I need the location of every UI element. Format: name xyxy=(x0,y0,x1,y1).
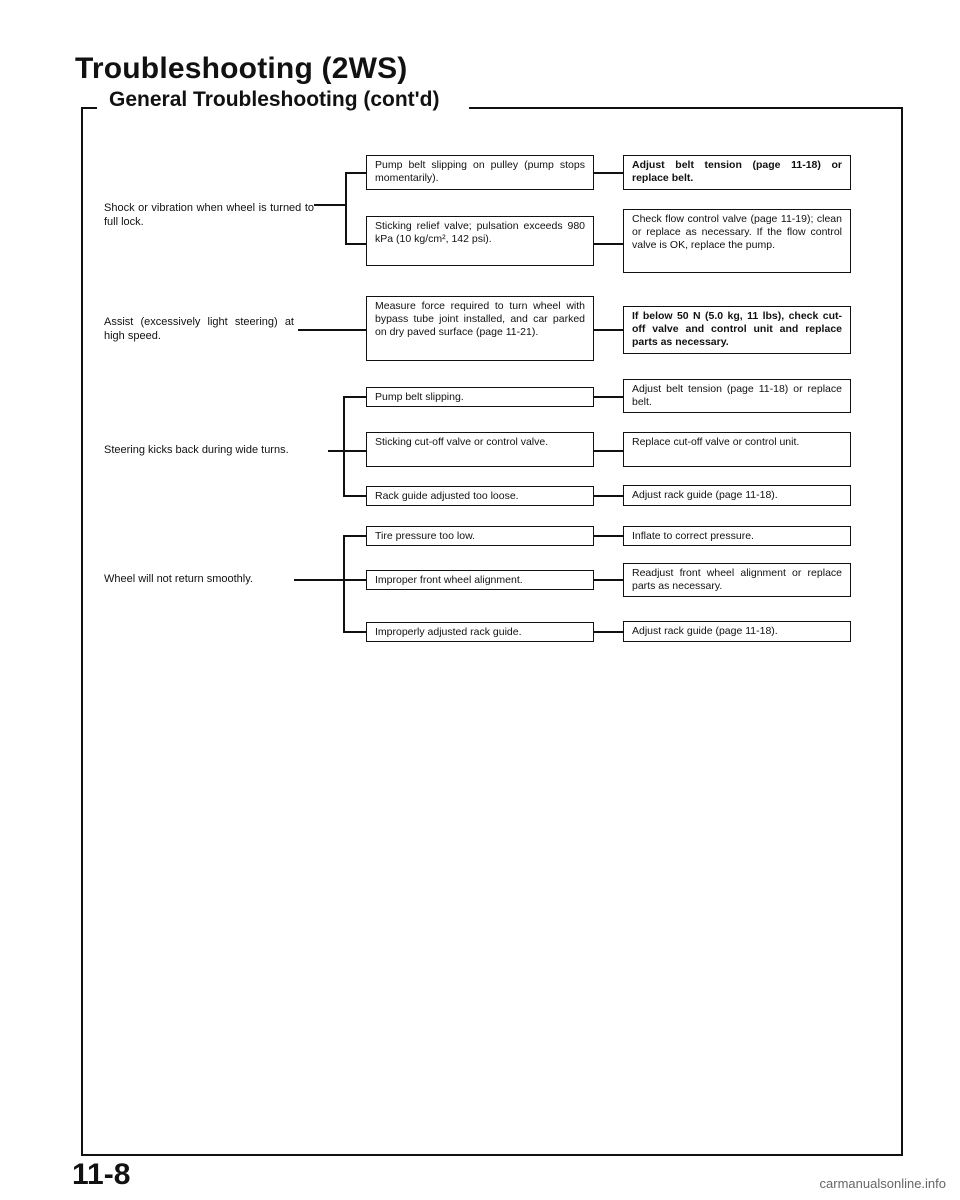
frame-top-right xyxy=(469,107,903,109)
symptom-kicks-back: Steering kicks back during wide turns. xyxy=(104,444,289,456)
symptom-assist: Assist (excessively light steering) at high speed. xyxy=(104,316,294,342)
remedy-box: Adjust belt tension (page 11-18) or replace belt. xyxy=(623,379,851,413)
connector-line xyxy=(594,579,623,581)
remedy-box: Readjust front wheel alignment or replace parts as necessary. xyxy=(623,563,851,597)
connector-line xyxy=(343,579,366,581)
cause-box: Measure force required to turn wheel with bypass tube joint installed, and car parked on dry paved surface (page 11-21). xyxy=(366,296,594,361)
remedy-box: Adjust belt tension (page 11-18) or replace belt. xyxy=(623,155,851,190)
remedy-box: Replace cut-off valve or control unit. xyxy=(623,432,851,467)
remedy-box: Inflate to correct pressure. xyxy=(623,526,851,546)
connector-line xyxy=(594,329,623,331)
cause-box: Rack guide adjusted too loose. xyxy=(366,486,594,506)
cause-box: Pump belt slipping. xyxy=(366,387,594,407)
page-title: Troubleshooting (2WS) xyxy=(75,52,408,85)
connector-line xyxy=(345,172,366,174)
frame-top-left xyxy=(81,107,97,109)
symptom-shock-vibration: Shock or vibration when wheel is turned to full lock. xyxy=(104,202,314,228)
connector-line xyxy=(343,396,366,398)
connector-line xyxy=(343,631,366,633)
cause-box: Tire pressure too low. xyxy=(366,526,594,546)
section-title: General Troubleshooting (cont'd) xyxy=(103,88,446,112)
connector-line xyxy=(294,579,344,581)
connector-line xyxy=(594,243,623,245)
symptom-wheel-return: Wheel will not return smoothly. xyxy=(104,573,253,585)
connector-line xyxy=(343,450,366,452)
cause-box: Sticking cut-off valve or control valve. xyxy=(366,432,594,467)
connector-line xyxy=(594,396,623,398)
connector-line xyxy=(594,450,623,452)
remedy-box: Adjust rack guide (page 11-18). xyxy=(623,621,851,642)
connector-line xyxy=(328,450,344,452)
remedy-box: If below 50 N (5.0 kg, 11 lbs), check cut-off valve and control unit and replace parts as necessary. xyxy=(623,306,851,354)
connector-line xyxy=(594,631,623,633)
connector-line xyxy=(343,535,366,537)
connector-line xyxy=(345,172,347,244)
connector-line xyxy=(343,396,345,496)
remedy-box: Adjust rack guide (page 11-18). xyxy=(623,485,851,506)
connector-line xyxy=(594,172,623,174)
remedy-box: Check flow control valve (page 11-19); clean or replace as necessary. If the flow control valve is OK, replace the pump. xyxy=(623,209,851,273)
connector-line xyxy=(594,495,623,497)
connector-line xyxy=(343,535,345,632)
cause-box: Sticking relief valve; pulsation exceeds 980 kPa (10 kg/cm², 142 psi). xyxy=(366,216,594,266)
connector-line xyxy=(345,243,366,245)
cause-box: Improperly adjusted rack guide. xyxy=(366,622,594,642)
connector-line xyxy=(298,329,366,331)
connector-line xyxy=(343,495,366,497)
cause-box: Pump belt slipping on pulley (pump stops momentarily). xyxy=(366,155,594,190)
cause-box: Improper front wheel alignment. xyxy=(366,570,594,590)
page-number: 11-8 xyxy=(72,1158,131,1191)
watermark: carmanualsonline.info xyxy=(819,1176,946,1191)
connector-line xyxy=(594,535,623,537)
connector-line xyxy=(314,204,346,206)
